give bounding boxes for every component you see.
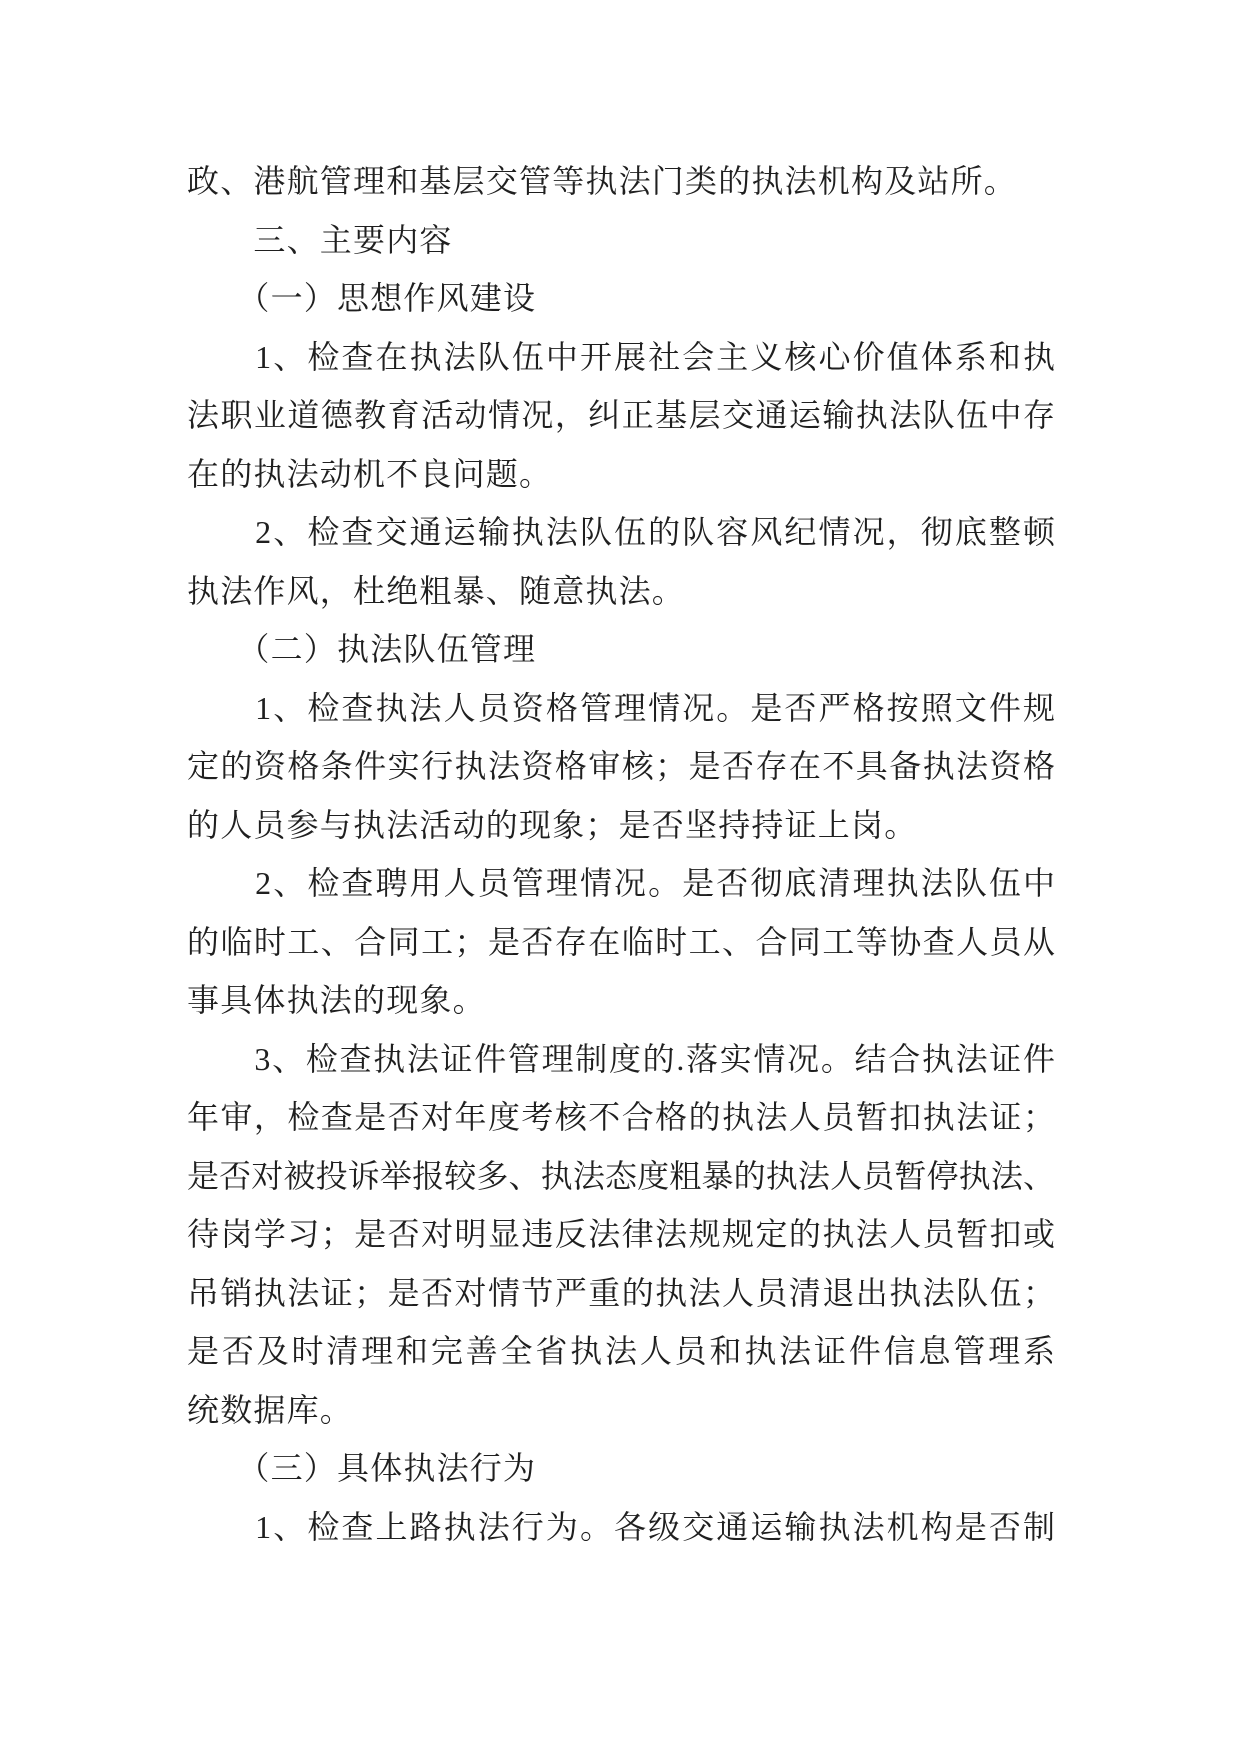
text-line: 的人员参与执法活动的现象；是否坚持持证上岗。 [187,806,918,843]
text-line: 吊销执法证；是否对情节严重的执法人员清退出执法队伍； [187,1274,1055,1311]
text-line: 法职业道德教育活动情况，纠正基层交通运输执法队伍中存 [187,397,1055,433]
text-line: 1、检查上路执法行为。各级交通运输执法机构是否制 [187,1508,1055,1545]
text-line: （二）执法队伍管理 [187,631,537,667]
text-line: 三、主要内容 [187,221,453,258]
text-line: 是否对被投诉举报较多、执法态度粗暴的执法人员暂停执法、 [187,1157,1055,1194]
text-line: 年审，检查是否对年度考核不合格的执法人员暂扣执法证； [187,1099,1055,1135]
text-line: 的临时工、合同工；是否存在临时工、合同工等协查人员从 [187,923,1055,960]
text-line: 在的执法动机不良问题。 [187,455,553,492]
text-line: 待岗学习；是否对明显违反法律法规规定的执法人员暂扣或 [187,1216,1055,1252]
text-line: 事具体执法的现象。 [187,982,486,1018]
text-line: （一）思想作风建设 [187,280,537,316]
text-line: （三）具体执法行为 [187,1450,537,1486]
text-line: 1、检查在执法队伍中开展社会主义核心价值体系和执 [187,338,1055,375]
text-line: 3、检查执法证件管理制度的.落实情况。结合执法证件 [187,1040,1055,1077]
text-line: 统数据库。 [187,1391,354,1428]
text-line: 政、港航管理和基层交管等执法门类的执法机构及站所。 [187,163,1018,199]
document-body [187,152,1055,1556]
text-line: 执法作风，杜绝粗暴、随意执法。 [187,572,686,609]
text-line: 2、检查聘用人员管理情况。是否彻底清理执法队伍中 [187,865,1055,901]
text-line: 2、检查交通运输执法队伍的队容风纪情况，彻底整顿 [187,514,1055,550]
text-line: 1、检查执法人员资格管理情况。是否严格按照文件规 [187,689,1055,726]
text-line: 是否及时清理和完善全省执法人员和执法证件信息管理系 [187,1333,1055,1369]
text-line: 定的资格条件实行执法资格审核；是否存在不具备执法资格 [187,748,1055,784]
